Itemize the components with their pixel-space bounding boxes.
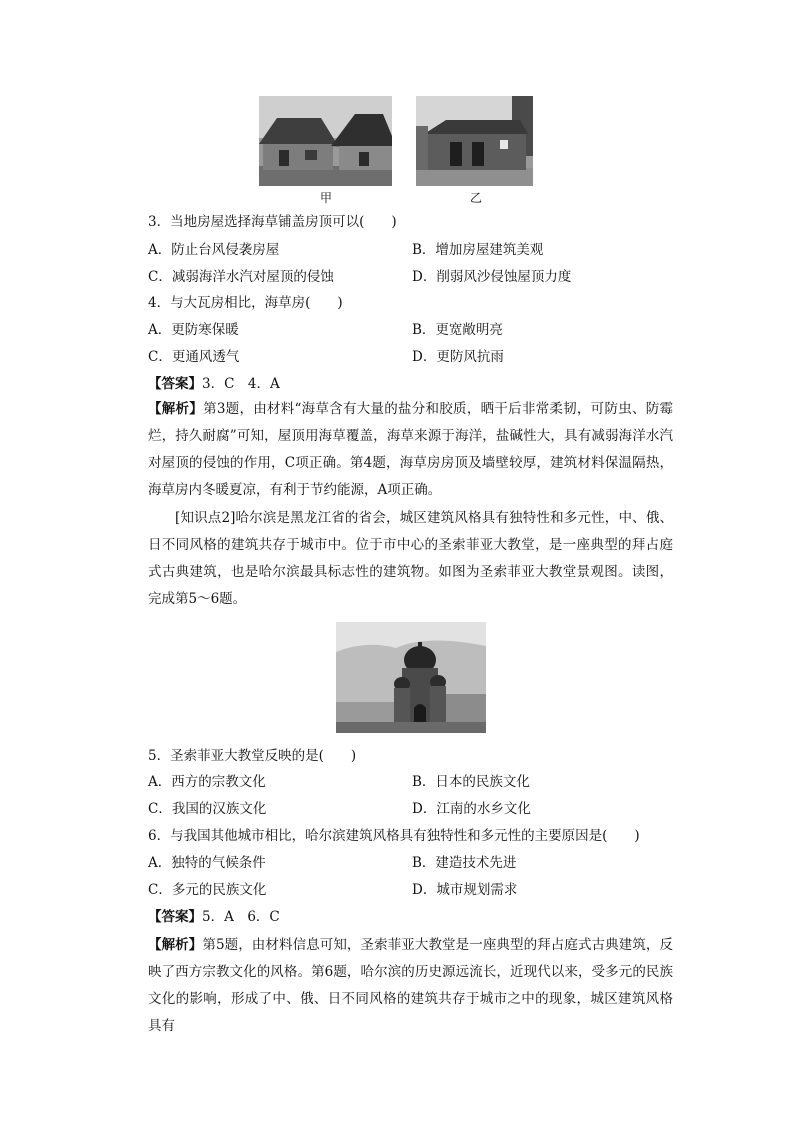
question-5-option-b: B．日本的民族文化 <box>412 774 530 790</box>
question-6-option-d: D．城市规划需求 <box>412 882 518 898</box>
saint-sophia-cathedral-photo <box>336 622 486 733</box>
question-5-option-a: A．西方的宗教文化 <box>148 774 266 790</box>
question-4-option-d: D．更防风抗雨 <box>412 349 504 365</box>
answer-2 <box>148 907 280 927</box>
knowledge-point-2-text: [知识点2]哈尔滨是黑龙江省的省会，城区建筑风格具有独特性和多元性，中、俄、日不同风格的建筑共存于城市中。位于市中心的圣索菲亚大教堂，是一座典型的拜占庭式古典建筑，也是哈尔滨最具标志性的建筑物。如图为圣索菲亚大教堂景观图。读图，完成第5～6题。 <box>148 510 673 607</box>
question-4-option-a: A．更防寒保暖 <box>148 322 239 338</box>
analysis-1 <box>148 396 673 504</box>
question-5-option-c: C．我国的汉族文化 <box>148 801 267 817</box>
question-4-option-b: B．更宽敞明亮 <box>412 322 503 338</box>
analysis-1-text: 第3题，由材料“海草含有大量的盐分和胶质，晒干后非常柔韧，可防虫、防霉烂，持久耐腐”可知，屋顶用海草覆盖，海草来源于海洋，盐碱性大，具有减弱海洋水汽对屋顶的侵蚀的作用，C项正确。第4题，海草房房顶及墙壁较厚，建筑材料保温隔热，海草房内冬暖夏凉，有利于节约能源，A项正确。 <box>148 401 673 498</box>
question-3-stem: 3．当地房屋选择海草铺盖房顶可以( ) <box>148 214 397 230</box>
question-6-stem: 6．与我国其他城市相比，哈尔滨建筑风格具有独特性和多元性的主要原因是( ) <box>148 828 640 844</box>
question-3-option-d: D．削弱风沙侵蚀屋顶力度 <box>412 269 572 285</box>
analysis-2-tag: 【解析】 <box>148 937 203 953</box>
question-3-option-a: A．防止台风侵袭房屋 <box>148 242 280 258</box>
answer-1-text: 3．C 4．A <box>202 376 280 392</box>
question-6-option-c: C．多元的民族文化 <box>148 882 267 898</box>
question-5-option-d: D．江南的水乡文化 <box>412 801 531 817</box>
analysis-2-text: 第5题，由材料信息可知，圣索菲亚大教堂是一座典型的拜占庭式古典建筑，反映了西方宗教文化的风格。第6题，哈尔滨的历史源远流长，近现代以来，受多元的民族文化的影响，形成了中、俄、日不同风格的建筑共存于城市之中的现象，城区建筑风格具有 <box>148 937 673 1034</box>
answer-1 <box>148 374 280 394</box>
figure-caption-yi: 乙 <box>469 191 482 205</box>
seaweed-house-photo <box>259 96 392 186</box>
question-3-option-c: C．减弱海洋水汽对屋顶的侵蚀 <box>148 269 334 285</box>
question-6-option-a: A．独特的气候条件 <box>148 855 266 871</box>
knowledge-point-2 <box>148 505 673 613</box>
question-4-option-c: C．更通风透气 <box>148 349 240 365</box>
question-5-stem: 5．圣索菲亚大教堂反映的是( ) <box>148 748 357 764</box>
brick-house-photo <box>416 96 533 186</box>
analysis-2 <box>148 932 673 1040</box>
question-4-stem: 4．与大瓦房相比，海草房( ) <box>148 295 343 311</box>
answer-2-tag: 【答案】 <box>148 909 202 925</box>
question-3-option-b: B．增加房屋建筑美观 <box>412 242 544 258</box>
question-6-option-b: B．建造技术先进 <box>412 855 517 871</box>
answer-1-tag: 【答案】 <box>148 376 202 392</box>
analysis-1-tag: 【解析】 <box>148 401 204 417</box>
answer-2-text: 5．A 6．C <box>202 909 280 925</box>
figure-caption-jia: 甲 <box>319 191 332 205</box>
